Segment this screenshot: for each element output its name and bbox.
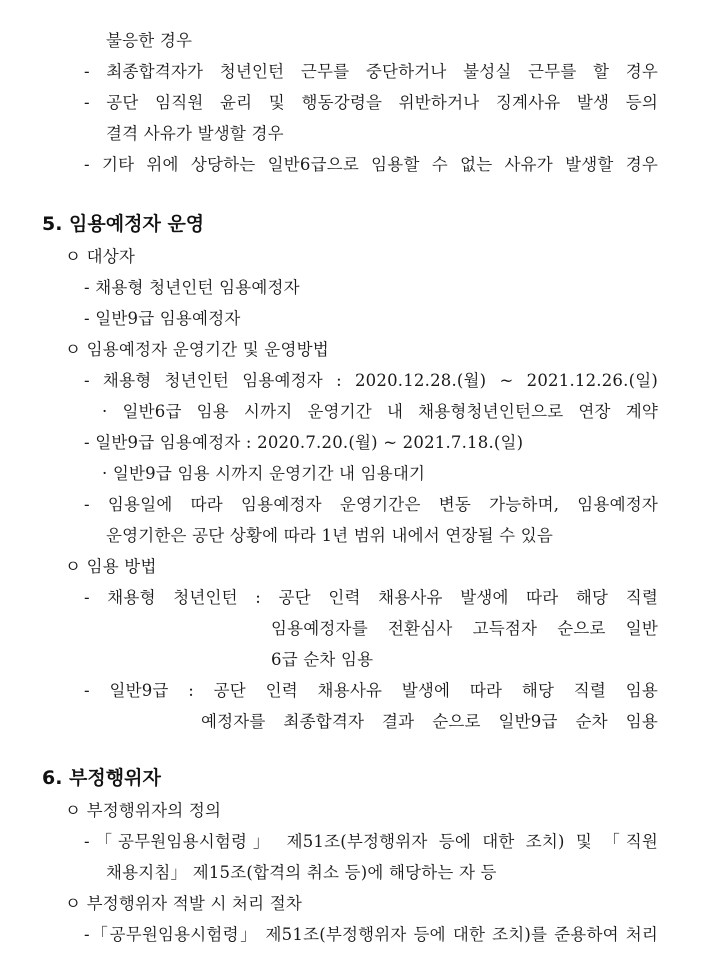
text-line: - 기타 위에 상당하는 일반6급으로 임용할 수 없는 사유가 발생할 경우 [84, 155, 658, 174]
text-line: · 일반9급 임용 시까지 운영기간 내 임용대기 [102, 464, 426, 483]
text-line: -「공무원임용시험령」 제51조(부정행위자 등에 대한 조치) 및 「직원 [84, 832, 658, 851]
text-line: 불응한 경우 [106, 31, 193, 50]
bullet-item: ㅇ 대상자 [65, 247, 136, 266]
text-line: - 일반9급 임용예정자 : 2020.7.20.(월) ~ 2021.7.18.(일) [84, 433, 524, 452]
text-line: - 일반9급 임용예정자 [84, 309, 241, 328]
bullet-item: ㅇ 임용예정자 운영기간 및 운영방법 [65, 340, 329, 359]
bullet-item: ㅇ 부정행위자의 정의 [65, 801, 222, 820]
text-line: 채용지침」 제15조(합격의 취소 등)에 해당하는 자 등 [106, 863, 497, 882]
text-line: 6급 순차 임용 [271, 650, 374, 669]
text-line: 예정자를 최종합격자 결과 순으로 일반9급 순차 임용 [201, 712, 658, 731]
text-line: 임용예정자를 전환심사 고득점자 순으로 일반 [271, 619, 658, 638]
text-line: - 일반9급 : 공단 인력 채용사유 발생에 따라 해당 직렬 임용 [84, 681, 658, 700]
text-line: 결격 사유가 발생할 경우 [106, 124, 284, 143]
text-line: · 일반6급 임용 시까지 운영기간 내 채용형청년인턴으로 연장 계약 [102, 402, 658, 421]
section-heading-5: 5. 임용예정자 운영 [42, 213, 205, 235]
section-heading-6: 6. 부정행위자 [42, 767, 161, 789]
text-line: 운영기한은 공단 상황에 따라 1년 범위 내에서 연장될 수 있음 [106, 526, 554, 545]
text-line: - 채용형 청년인턴 : 공단 인력 채용사유 발생에 따라 해당 직렬 [84, 588, 658, 607]
text-line: - 채용형 청년인턴 임용예정자 [84, 278, 300, 297]
bullet-item: ㅇ 임용 방법 [65, 557, 157, 576]
text-line: - 채용형 청년인턴 임용예정자 : 2020.12.28.(월) ~ 2021.12.26.(일) [84, 371, 658, 390]
bullet-item: ㅇ 부정행위자 적발 시 처리 절차 [65, 894, 303, 913]
text-line: - 공단 임직원 윤리 및 행동강령을 위반하거나 징계사유 발생 등의 [84, 93, 658, 112]
text-line: - 최종합격자가 청년인턴 근무를 중단하거나 불성실 근무를 할 경우 [84, 62, 658, 81]
text-line: -「공무원임용시험령」 제51조(부정행위자 등에 대한 조치)를 준용하여 처리 [84, 925, 658, 944]
text-line: - 임용일에 따라 임용예정자 운영기간은 변동 가능하며, 임용예정자 [84, 495, 658, 514]
